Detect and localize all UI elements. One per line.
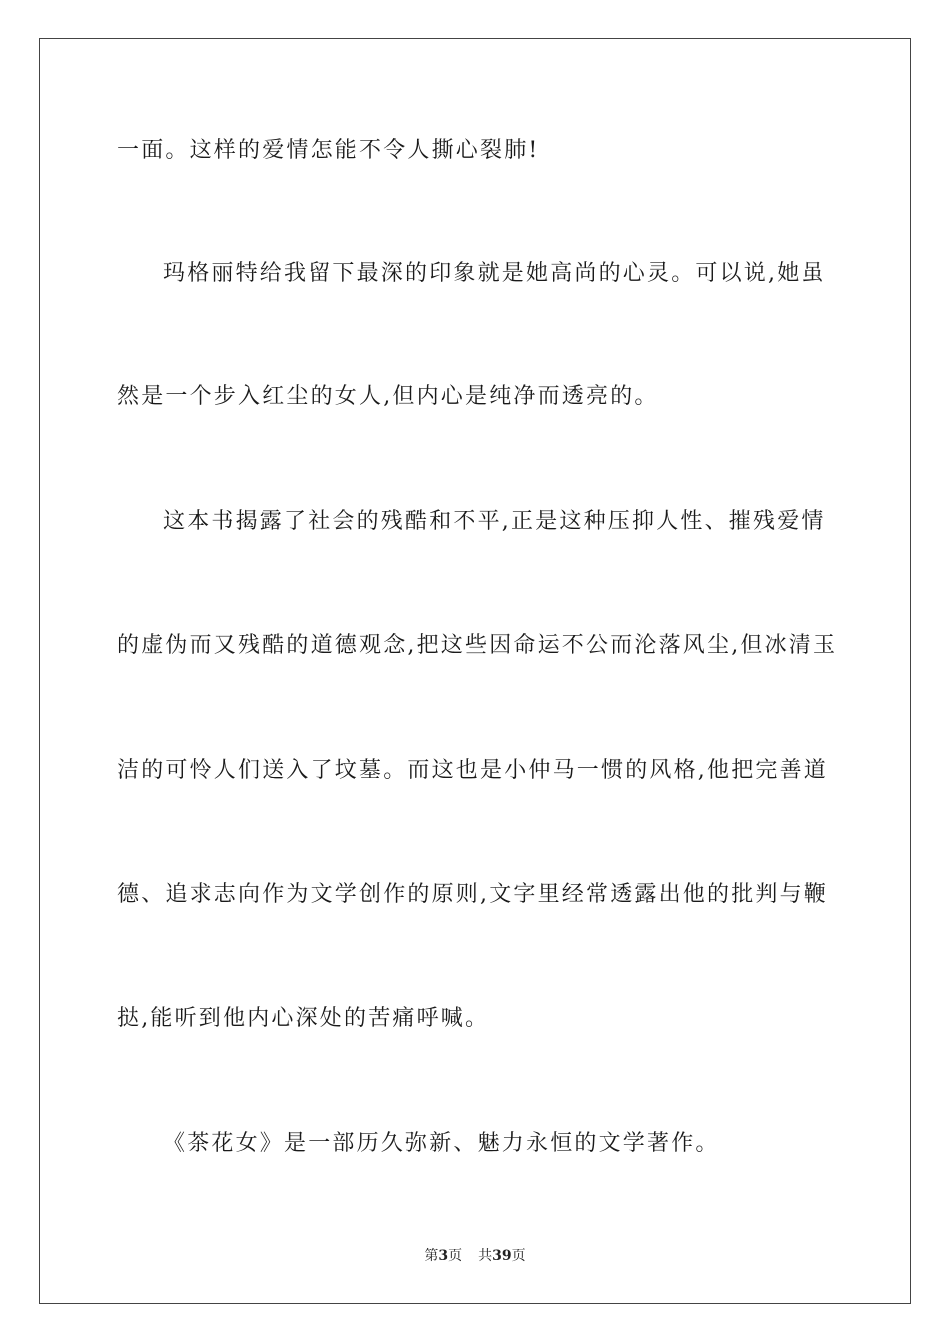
page-number: 第3页 <box>424 1248 463 1264</box>
paragraph-line: 挞,能听到他内心深处的苦痛呼喊。 <box>117 1006 490 1031</box>
paragraph-line: 的虚伪而又残酷的道德观念,把这些因命运不公而沦落风尘,但冰清玉 <box>117 633 838 658</box>
paragraph-line: 玛格丽特给我留下最深的印象就是她高尚的心灵。可以说,她虽 <box>163 261 826 286</box>
page-total: 共39页 <box>478 1248 526 1264</box>
paragraph-line: 《茶花女》是一部历久弥新、魅力永恒的文学著作。 <box>163 1131 720 1156</box>
paragraph-line: 这本书揭露了社会的残酷和不平,正是这种压抑人性、摧残爱情 <box>163 509 826 534</box>
paragraph-line: 德、追求志向作为文学创作的原则,文字里经常透露出他的批判与鞭 <box>117 882 828 907</box>
paragraph-line: 一面。这样的爱情怎能不令人撕心裂肺! <box>117 138 540 163</box>
page-border <box>39 38 911 1304</box>
paragraph-line: 洁的可怜人们送入了坟墓。而这也是小仲马一惯的风格,他把完善道 <box>117 758 828 783</box>
page-footer <box>0 1246 950 1266</box>
paragraph-line: 然是一个步入红尘的女人,但内心是纯净而透亮的。 <box>117 384 659 409</box>
